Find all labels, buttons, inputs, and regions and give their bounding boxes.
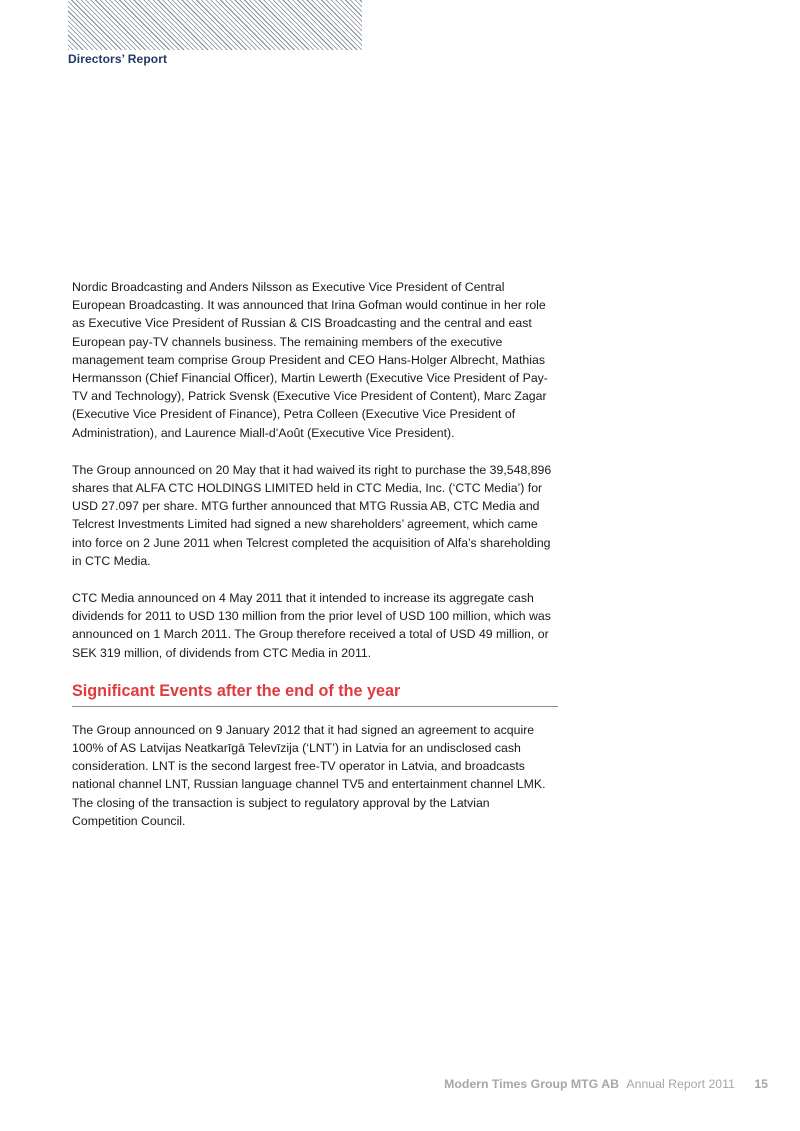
paragraph-executive-management: Nordic Broadcasting and Anders Nilsson as Executive Vice President of Central European Broadcasting. It was announced that Irina Gofman would continue in her role as Executive Vice President of Russian & CIS Broadcasting and the central and east European pay-TV channels business. The remaining members of the executive management team comprise Group President and CEO Hans-Holger Albrecht, Mathias Hermansson (Chief Financial Officer), Martin Lewerth (Executive Vice President of Pay-TV and Technology), Patrick Svensk (Executive Vice President of Content), Marc Zagar (Executive Vice President of Finance), Petra Colleen (Executive Vice President of Administration), and Laurence Miall-d’Août (Executive Vice President).	[72, 280, 548, 440]
footer-report-title: Annual Report 2011	[626, 1077, 735, 1091]
paragraph-ctc-shares: The Group announced on 20 May that it had waived its right to purchase the 39,548,896 shares that ALFA CTC HOLDINGS LIMITED held in CTC Media, Inc. (‘CTC Media’) for USD 27.097 per share. MTG further announced that MTG Russia AB, CTC Media and Telcrest Investments Limited had signed a new shareholders’ agreement, which came into force on 2 June 2011 when Telcrest completed the acquisition of Alfa’s shareholding in CTC Media.	[72, 462, 552, 568]
page-footer	[444, 1077, 768, 1091]
section-label: Directors’ Report	[68, 52, 168, 66]
page-number: 15	[754, 1077, 768, 1091]
footer-company: Modern Times Group MTG AB	[444, 1077, 619, 1091]
section-heading-significant-events: Significant Events after the end of the year	[72, 681, 558, 707]
header-hatch-pattern	[68, 0, 362, 50]
paragraph-ctc-dividends: CTC Media announced on 4 May 2011 that it intended to increase its aggregate cash dividends for 2011 to USD 130 million from the prior level of USD 100 million, which was announced on 1 March 2011. The Group therefore received a total of USD 49 million, or SEK 319 million, of dividends from CTC Media in 2011.	[72, 591, 551, 660]
paragraph-lnt-acquisition: The Group announced on 9 January 2012 that it had signed an agreement to acquire 100% of AS Latvijas Neatkarīgā Televīzija (‘LNT’) in Latvia for an undisclosed cash consideration. LNT is the second largest free-TV operator in Latvia, and broadcasts national channel LNT, Russian language channel TV5 and entertainment channel LMK. The closing of the transaction is subject to regulatory approval by the Latvian Competition Council.	[72, 722, 546, 828]
main-content	[72, 278, 558, 849]
